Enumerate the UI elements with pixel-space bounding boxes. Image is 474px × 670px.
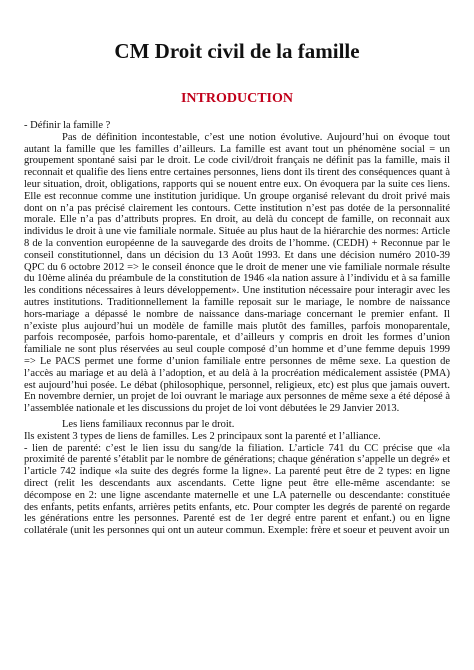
paragraph-types: Ils existent 3 types de liens de familles. Les 2 principaux sont la parenté et l’alliance. bbox=[24, 430, 381, 442]
paragraph-parente: - lien de parenté: c’est le lien issu du sang/de la filiation. L’article 741 du CC précise que «la proximité de parenté s’établit par le nombre de générations; chaque génération s’appelle un degré» et l’article 742 indique «la suite des degrés forme la ligne». La parenté peut être de 2 types: en ligne direct (relit les descendants aux ascendants. Cette ligne peut être elle-même ascendante: se décompose en 2: une ligne ascendante maternelle et une LA paternelle ou descendante: constituée des enfants, petits enfants, arrières petits enfants, etc. Pour compter les degrés de parenté on regarde les générations entre les personnes. Parenté est de 1er degré entre parent et enfant.) ou en ligne collatérale (unit les personnes qui ont un auteur commun. Exemple: frère et soeur et peuvent avoir un bbox=[24, 442, 450, 537]
subheading-liens: Les liens familiaux reconnus par le droit. bbox=[62, 418, 235, 430]
document-title: CM Droit civil de la famille bbox=[114, 39, 360, 63]
paragraph-definition: Pas de définition incontestable, c’est une notion évolutive. Aujourd’hui on évoque tout autant la famille que les familles d’ailleurs. La famille est avant tout un phénomène social = un groupement spontané saisi par le droit. Le code civil/droit français ne définit pas la famille, mais il reconnait et qualifie des liens entre certaines personnes, liens dont ils tirent des conséquences quant à leur situation, droit, obligations, rapports qui se nouent entre eux. On évoquera par la suite ces liens. Elle est reconnue comme une institution juridique. Un groupe organisé relevant du droit privé mais dont on n’a pas précisé clairement les contours. Cette institution n’est pas dotée de la personnalité morale. Elle n’a pas d’attributs propres. En droit, au delà du concept de famille, on reconnait aux individus le droit à une vie familiale normale. Située au plus haut de la hiérarchie des normes: Article 8 de la convention européenne de la sauvegarde des droits de l’homme. (CEDH) + Reconnue par le conseil constitutionnel, dans un décision du 13 Août 1993. Et dans une décision numéro 2010-39 QPC du 6 octobre 2012 => le conseil énonce que le droit de mener une vie familiale normale résulte du 10ème alinéa du préambule de la constitution de 1946 «la nation assure à l’individu et à sa famille les conditions nécessaires à leurs développement». Une institution nécessaire pour interagir avec les autres institutions. Traditionnellement la famille reposait sur le mariage, le nombre de naissance hors-mariage a dépassé le nombre de naissance dans-mariage concernant le premier enfant. Il n’existe plus aujourd’hui un modèle de famille mais plutôt des familles, parfois monoparentale, parfois recomposée, parfois homo-parentale, et d’ailleurs y compris en droit les formes d’union familiale ne sont plus réservées au seul couple composé d’un homme et d’une femme depuis 1999 => Le PACS permet une forme d’union familiale entre personnes de même sexe. La question de l’accès au mariage et au delà à l’adoption, et au delà à la procréation médicalement assistée (PMA) est aujourd’hui posée. Le débat (philosophique, personnel, religieux, etc) est plus que jamais ouvert. En novembre dernier, un projet de loi ouvrant le mariage aux personnes de même sexe a été déposé à l’assemblée nationale et les discussions du projet de loi vont débutées le 29 Janvier 2013. bbox=[24, 131, 450, 415]
question-line: - Définir la famille ? bbox=[24, 120, 111, 131]
section-title: INTRODUCTION bbox=[180, 91, 293, 106]
